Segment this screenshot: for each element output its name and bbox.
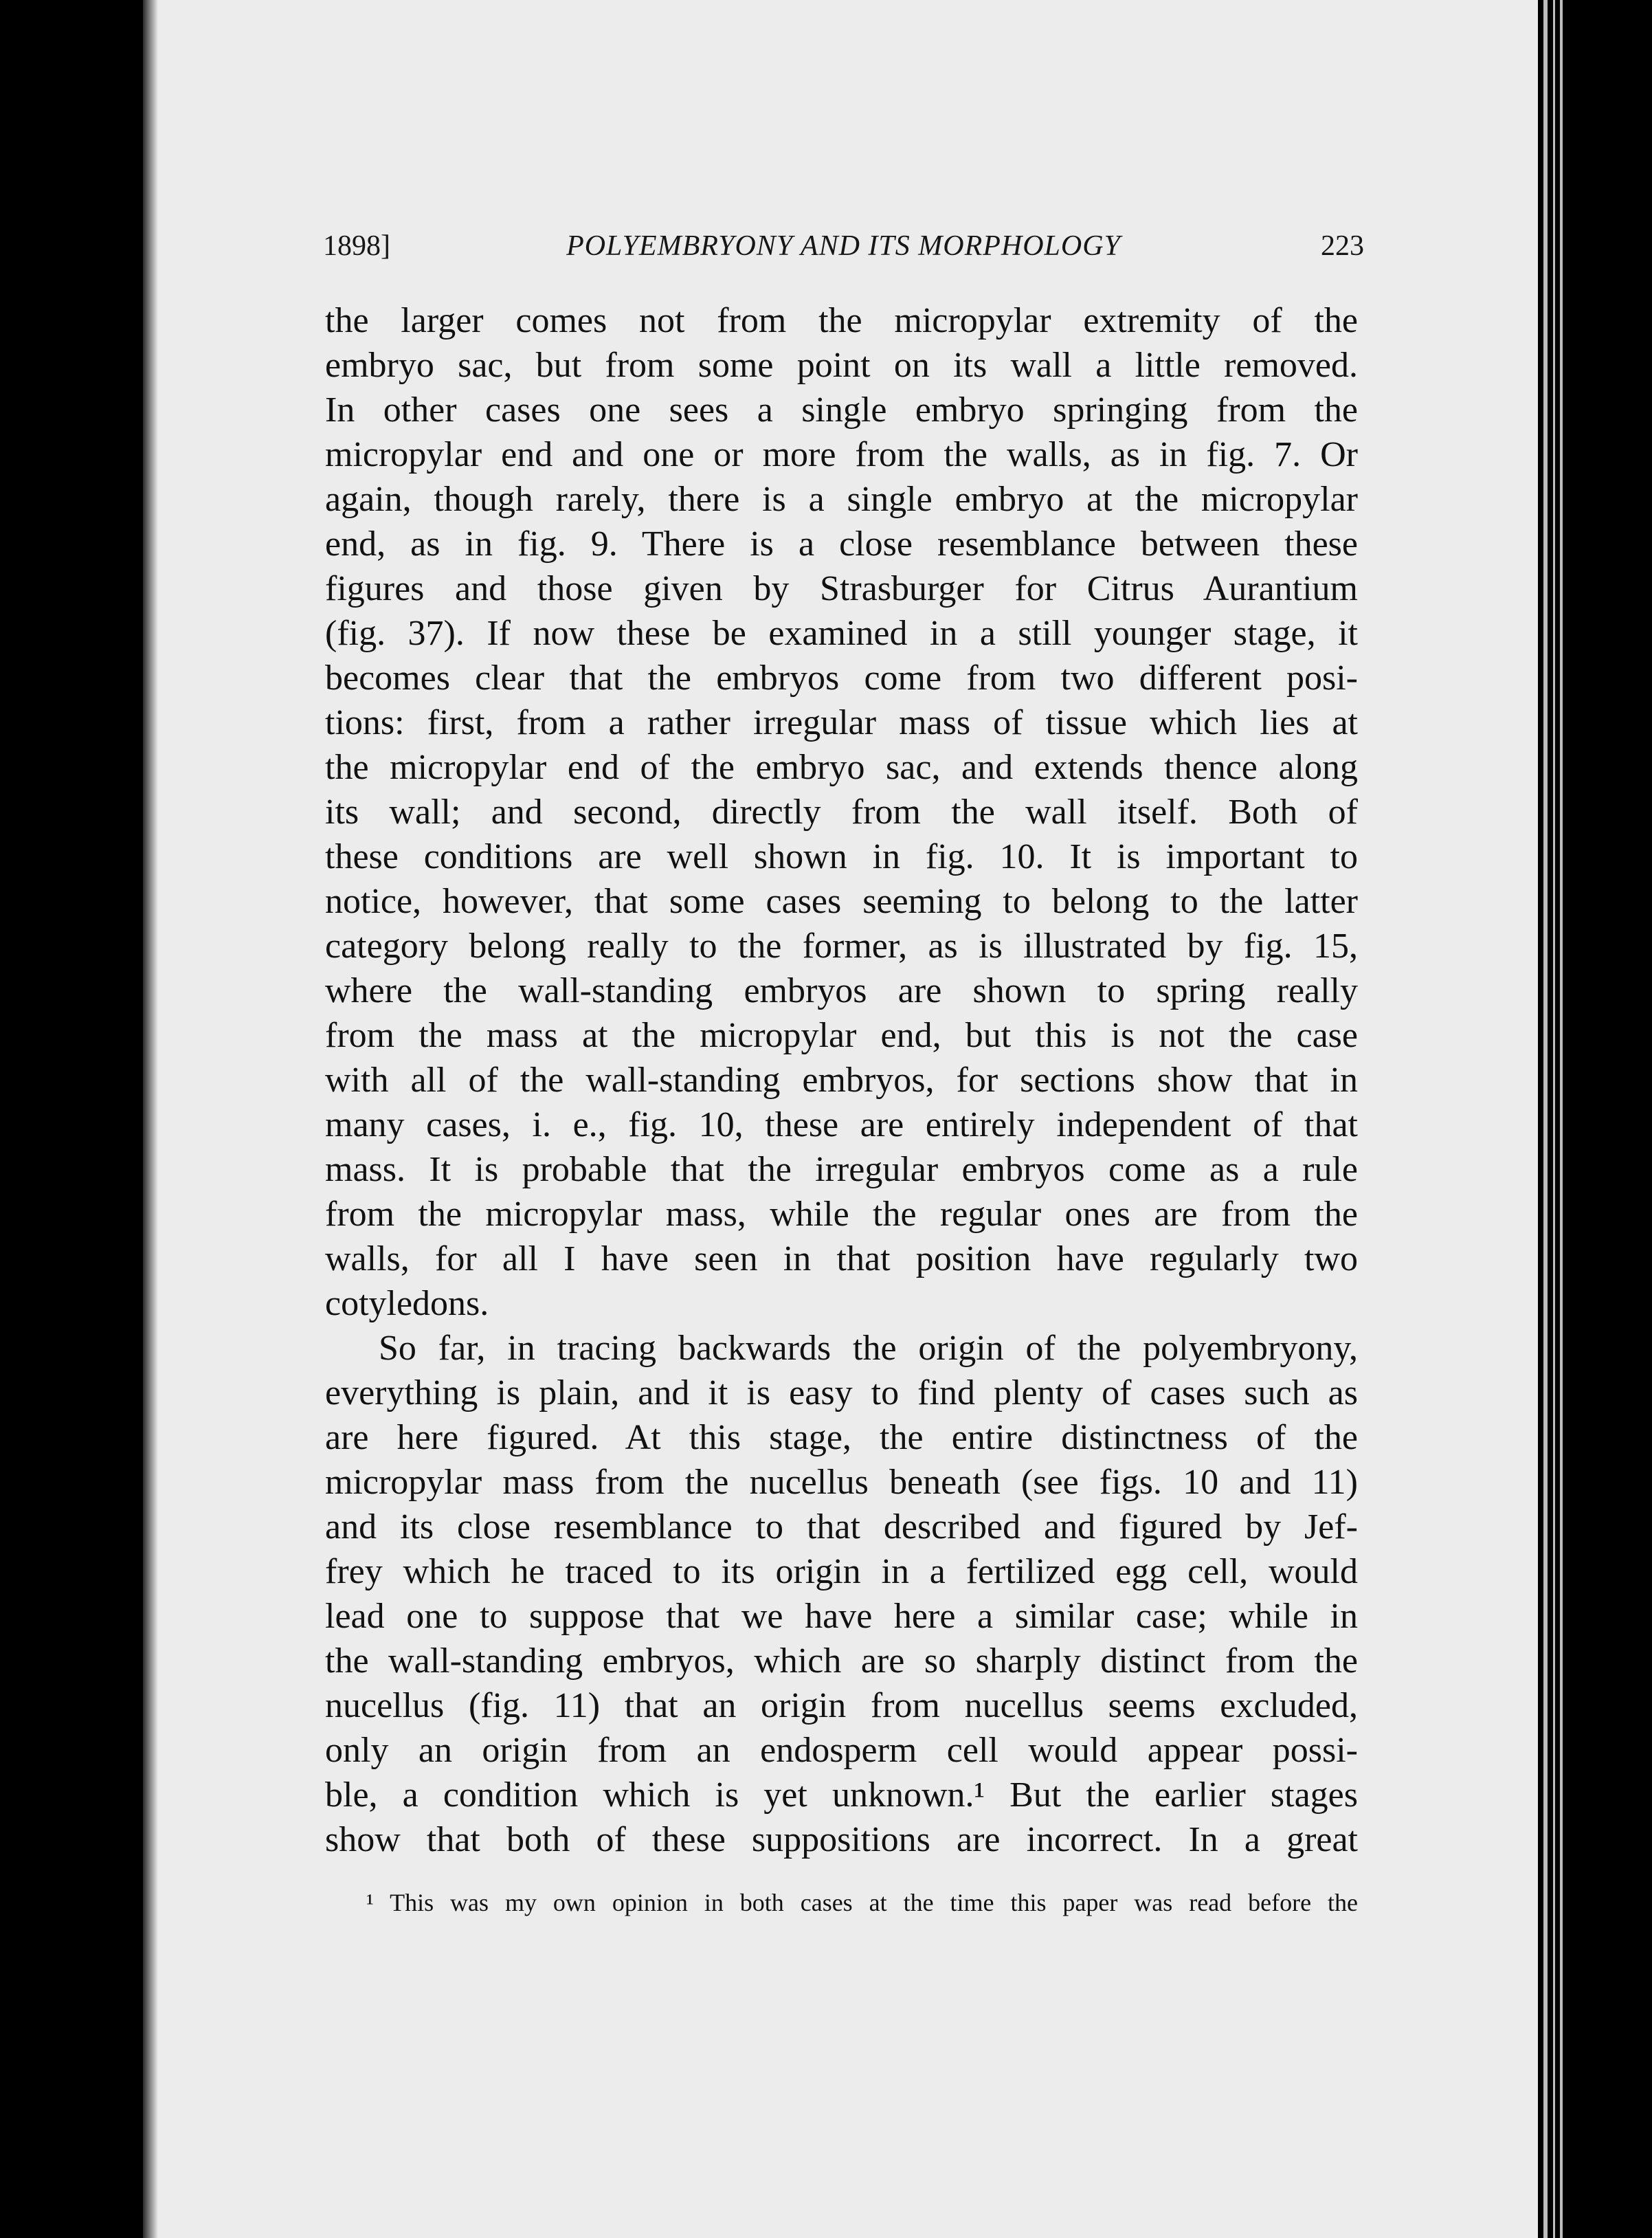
text-line: from the micropylar mass, while the regular ones are from the [325, 1195, 1358, 1234]
text-line: many cases, i. e., fig. 10, these are entirely independent of that [325, 1105, 1358, 1144]
text-line: the larger comes not from the micropylar extremity of the [325, 301, 1358, 340]
text-line: are here figured. At this stage, the entire distinctness of the [325, 1418, 1358, 1457]
page-edge-leaf [1543, 0, 1548, 2238]
text-line: walls, for all I have seen in that position have regularly two [325, 1239, 1358, 1278]
text-line: again, though rarely, there is a single embryo at the micropylar [325, 480, 1358, 519]
paragraph-start-line: So far, in tracing backwards the origin of the polyembryony, [379, 1329, 1358, 1368]
running-head-title: POLYEMBRYONY AND ITS MORPHOLOGY [566, 230, 1121, 262]
text-line: tions: first, from a rather irregular mass of tissue which lies at [325, 703, 1358, 742]
body-text [325, 298, 1358, 1862]
text-line: the micropylar end of the embryo sac, and extends thence along [325, 748, 1358, 787]
gutter-shadow [143, 0, 158, 2238]
text-line: frey which he traced to its origin in a fertilized egg cell, would [325, 1552, 1358, 1591]
running-head [323, 230, 1364, 271]
text-line: and its close resemblance to that described and figured by Jef- [325, 1507, 1358, 1547]
text-line: the wall-standing embryos, which are so sharply distinct from the [325, 1641, 1358, 1681]
text-line: embryo sac, but from some point on its wall a little removed. [325, 346, 1358, 385]
text-line: everything is plain, and it is easy to find plenty of cases such as [325, 1373, 1358, 1412]
text-line: (fig. 37). If now these be examined in a still younger stage, it [325, 614, 1358, 653]
text-line: figures and those given by Strasburger for Citrus Aurantium [325, 569, 1358, 608]
text-line: these conditions are well shown in fig. 10. It is important to [325, 837, 1358, 876]
text-line: becomes clear that the embryos come from two different posi- [325, 658, 1358, 698]
text-line: nucellus (fig. 11) that an origin from nucellus seems excluded, [325, 1686, 1358, 1725]
text-line: mass. It is probable that the irregular embryos come as a rule [325, 1150, 1358, 1189]
text-line: show that both of these suppositions are incorrect. In a great [325, 1820, 1358, 1859]
text-line: category belong really to the former, as is illustrated by fig. 15, [325, 927, 1358, 966]
book-edge [1538, 0, 1652, 2238]
text-line: In other cases one sees a single embryo springing from the [325, 390, 1358, 430]
text-line: end, as in fig. 9. There is a close resemblance between these [325, 524, 1358, 564]
page-number: 223 [1321, 230, 1364, 262]
text-line: micropylar mass from the nucellus beneath (see figs. 10 and 11) [325, 1463, 1358, 1502]
text-line: lead one to suppose that we have here a similar case; while in [325, 1597, 1358, 1636]
running-head-year: 1898] [323, 230, 390, 262]
text-line: its wall; and second, directly from the wall itself. Both of [325, 793, 1358, 832]
page-edge-leaf [1553, 0, 1555, 2238]
text-line: only an origin from an endosperm cell would appear possi- [325, 1731, 1358, 1770]
footnote: ¹ This was my own opinion in both cases at the time this paper was read before the [366, 1889, 1358, 1916]
text-line: micropylar end and one or more from the walls, as in fig. 7. Or [325, 435, 1358, 474]
text-line: ble, a condition which is yet unknown.¹ But the earlier stages [325, 1775, 1358, 1815]
page-edge-leaf [1560, 0, 1563, 2238]
text-line: where the wall-standing embryos are shown to spring really [325, 971, 1358, 1010]
text-line: with all of the wall-standing embryos, for sections show that in [325, 1061, 1358, 1100]
paragraph-end-line: cotyledons. [325, 1284, 489, 1323]
text-line: notice, however, that some cases seeming to belong to the latter [325, 882, 1358, 921]
text-line: from the mass at the micropylar end, but this is not the case [325, 1016, 1358, 1055]
